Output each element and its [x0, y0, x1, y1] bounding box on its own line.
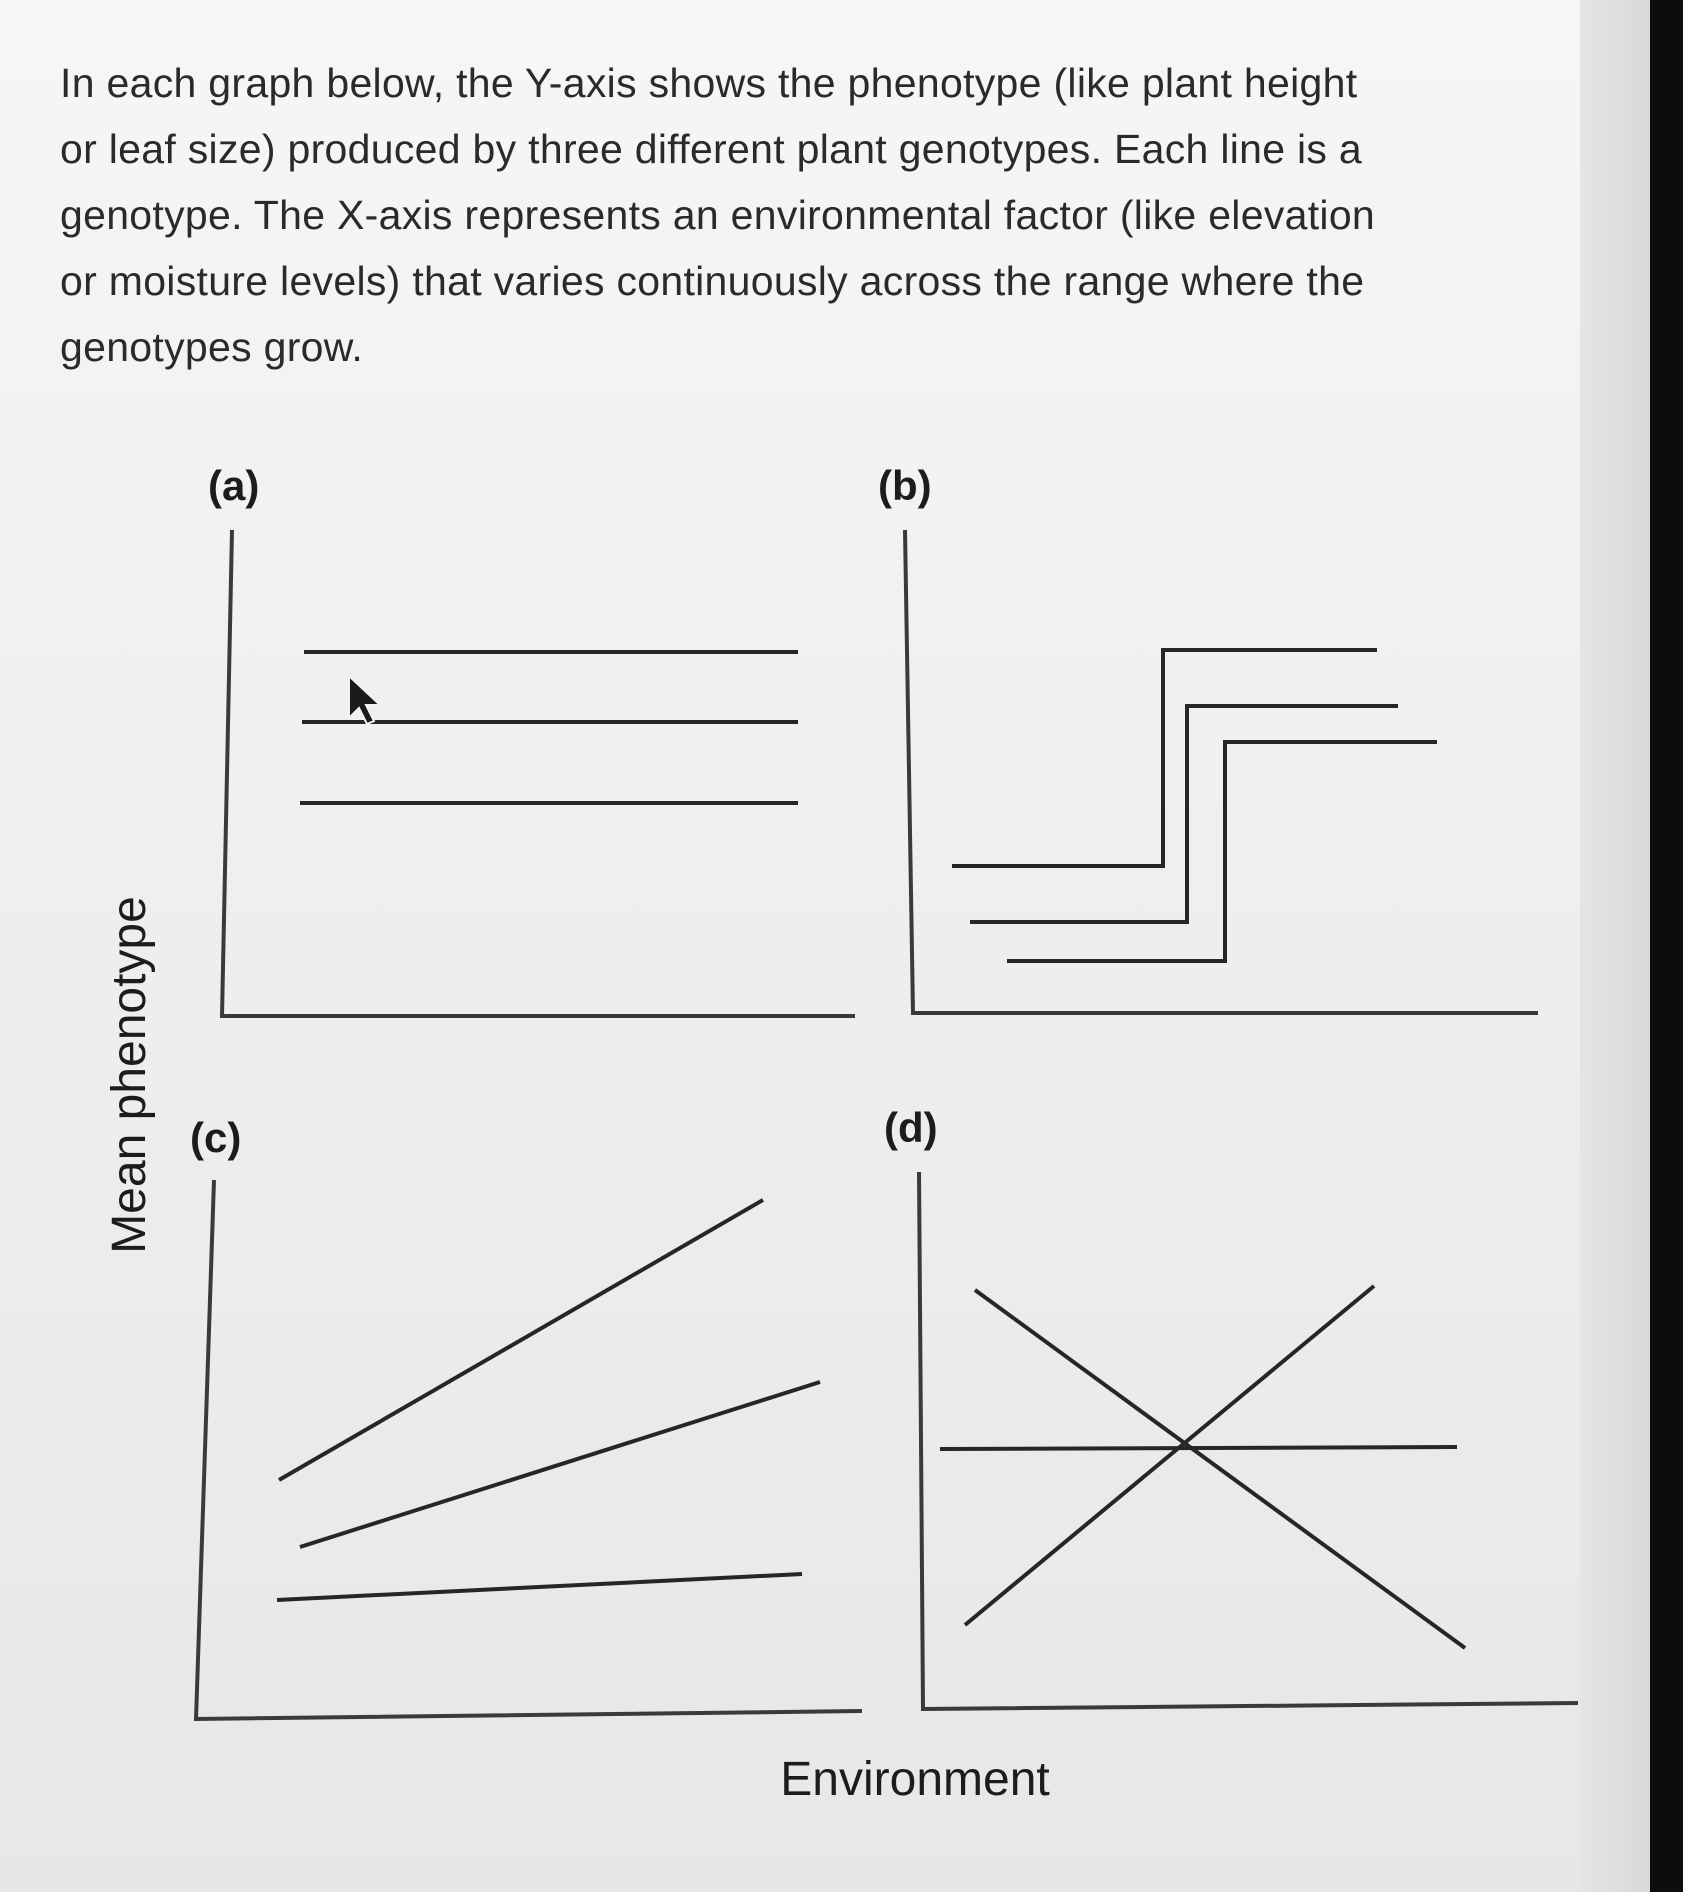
paragraph-line-4: or moisture levels) that varies continuously across the range where the	[60, 258, 1365, 304]
paragraph-line-2: or leaf size) produced by three different plant genotypes. Each line is a	[60, 126, 1363, 172]
panel-c-genotype-2	[300, 1382, 820, 1547]
paragraph-line-3: genotype. The X-axis represents an environmental factor (like elevation	[60, 192, 1376, 238]
mouse-cursor-icon	[349, 676, 380, 724]
panel-a	[208, 462, 855, 1016]
y-axis-label: Mean phenotype	[103, 896, 156, 1254]
panel-d-label: (d)	[884, 1104, 938, 1151]
panel-b	[878, 462, 1538, 1013]
panel-d-genotype-1	[975, 1290, 1465, 1648]
panel-d-genotype-3	[965, 1286, 1374, 1625]
panel-b-axes	[905, 530, 1538, 1013]
panel-c-axes	[196, 1180, 862, 1719]
paragraph-line-5: genotypes grow.	[60, 324, 364, 370]
panel-d-axes	[919, 1172, 1578, 1709]
panel-d	[884, 1104, 1578, 1709]
panel-c-genotype-1	[279, 1200, 763, 1480]
x-axis-label: Environment	[780, 1753, 1050, 1806]
panel-c-genotype-3	[277, 1574, 802, 1600]
panel-b-genotype-1	[952, 650, 1377, 866]
panel-a-label: (a)	[208, 462, 260, 509]
panel-d-genotype-2	[940, 1447, 1457, 1449]
paragraph-line-1: In each graph below, the Y-axis shows the phenotype (like plant height	[60, 60, 1358, 106]
panel-c	[190, 1114, 862, 1719]
panel-b-label: (b)	[878, 462, 932, 509]
panel-a-axes	[222, 530, 855, 1016]
panel-c-label: (c)	[190, 1114, 242, 1161]
panel-b-genotype-2	[970, 706, 1398, 922]
panel-b-genotype-3	[1007, 742, 1437, 961]
